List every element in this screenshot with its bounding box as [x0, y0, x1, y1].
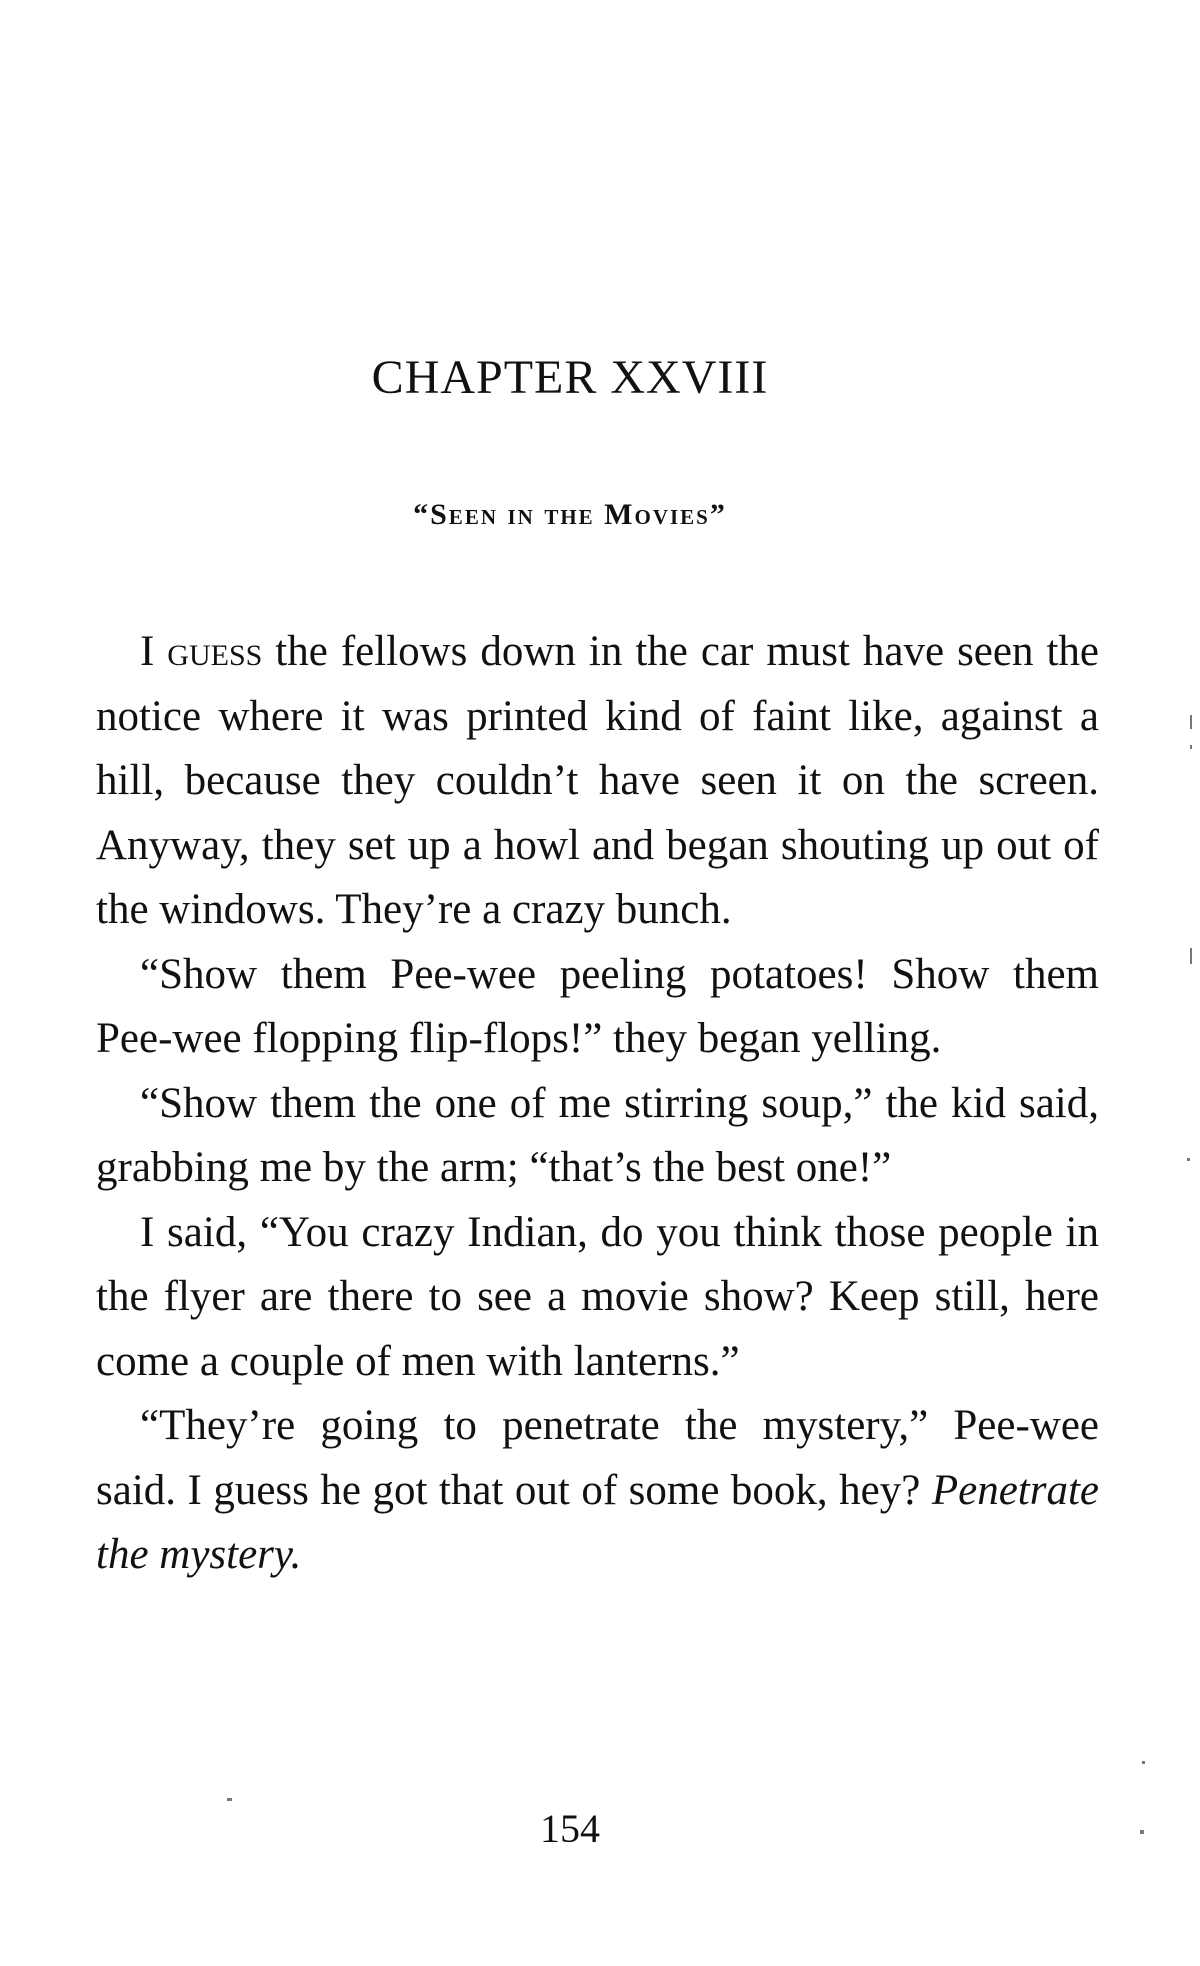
chapter-subtitle: “Seen in the Movies”	[413, 498, 727, 531]
paragraph-text: I said, “You crazy Indian, do you think those people in the flyer are there to see a movie show? Keep still, here come a couple of men with lanterns.”	[96, 1208, 1099, 1385]
chapter-body	[96, 620, 1099, 1588]
paragraph-text: the fellows down in the car must have seen the notice where it was printed kind of faint like, against a hill, because they couldn’t have seen it on the screen. Anyway, they set up a howl and began shouting up out of the windows. They’re a crazy bunch.	[96, 628, 1099, 933]
scan-speck	[1142, 1761, 1145, 1764]
paragraph	[96, 1072, 1099, 1201]
paragraph	[96, 1394, 1099, 1588]
chapter-heading: CHAPTER XXVIII	[371, 351, 769, 404]
page-number: 154	[540, 1806, 600, 1851]
paragraph	[96, 1201, 1099, 1395]
scan-speck	[1140, 1830, 1144, 1834]
scan-speck	[1187, 1158, 1190, 1161]
paragraph-text: “They’re going to penetrate the mystery,” Pee-wee said. I guess he got that out of some book, hey?	[96, 1402, 1099, 1514]
paragraph	[96, 620, 1099, 943]
paragraph	[96, 943, 1099, 1072]
scan-speck	[1190, 948, 1192, 964]
scan-speck	[1190, 745, 1192, 749]
paragraph-italic-tail: Penetrate the mystery.	[96, 1466, 1099, 1578]
scan-speck	[227, 1798, 232, 1801]
paragraph-lead-smallcaps: I guess	[140, 628, 263, 675]
scan-speck	[1190, 715, 1192, 729]
paragraph-text: “Show them the one of me stirring soup,” the kid said, grabbing me by the arm; “that’s the best one!”	[96, 1079, 1099, 1191]
paragraph-text: “Show them Pee-wee peeling potatoes! Show them Pee-wee flopping flip-flops!” they began yelling.	[96, 950, 1099, 1062]
